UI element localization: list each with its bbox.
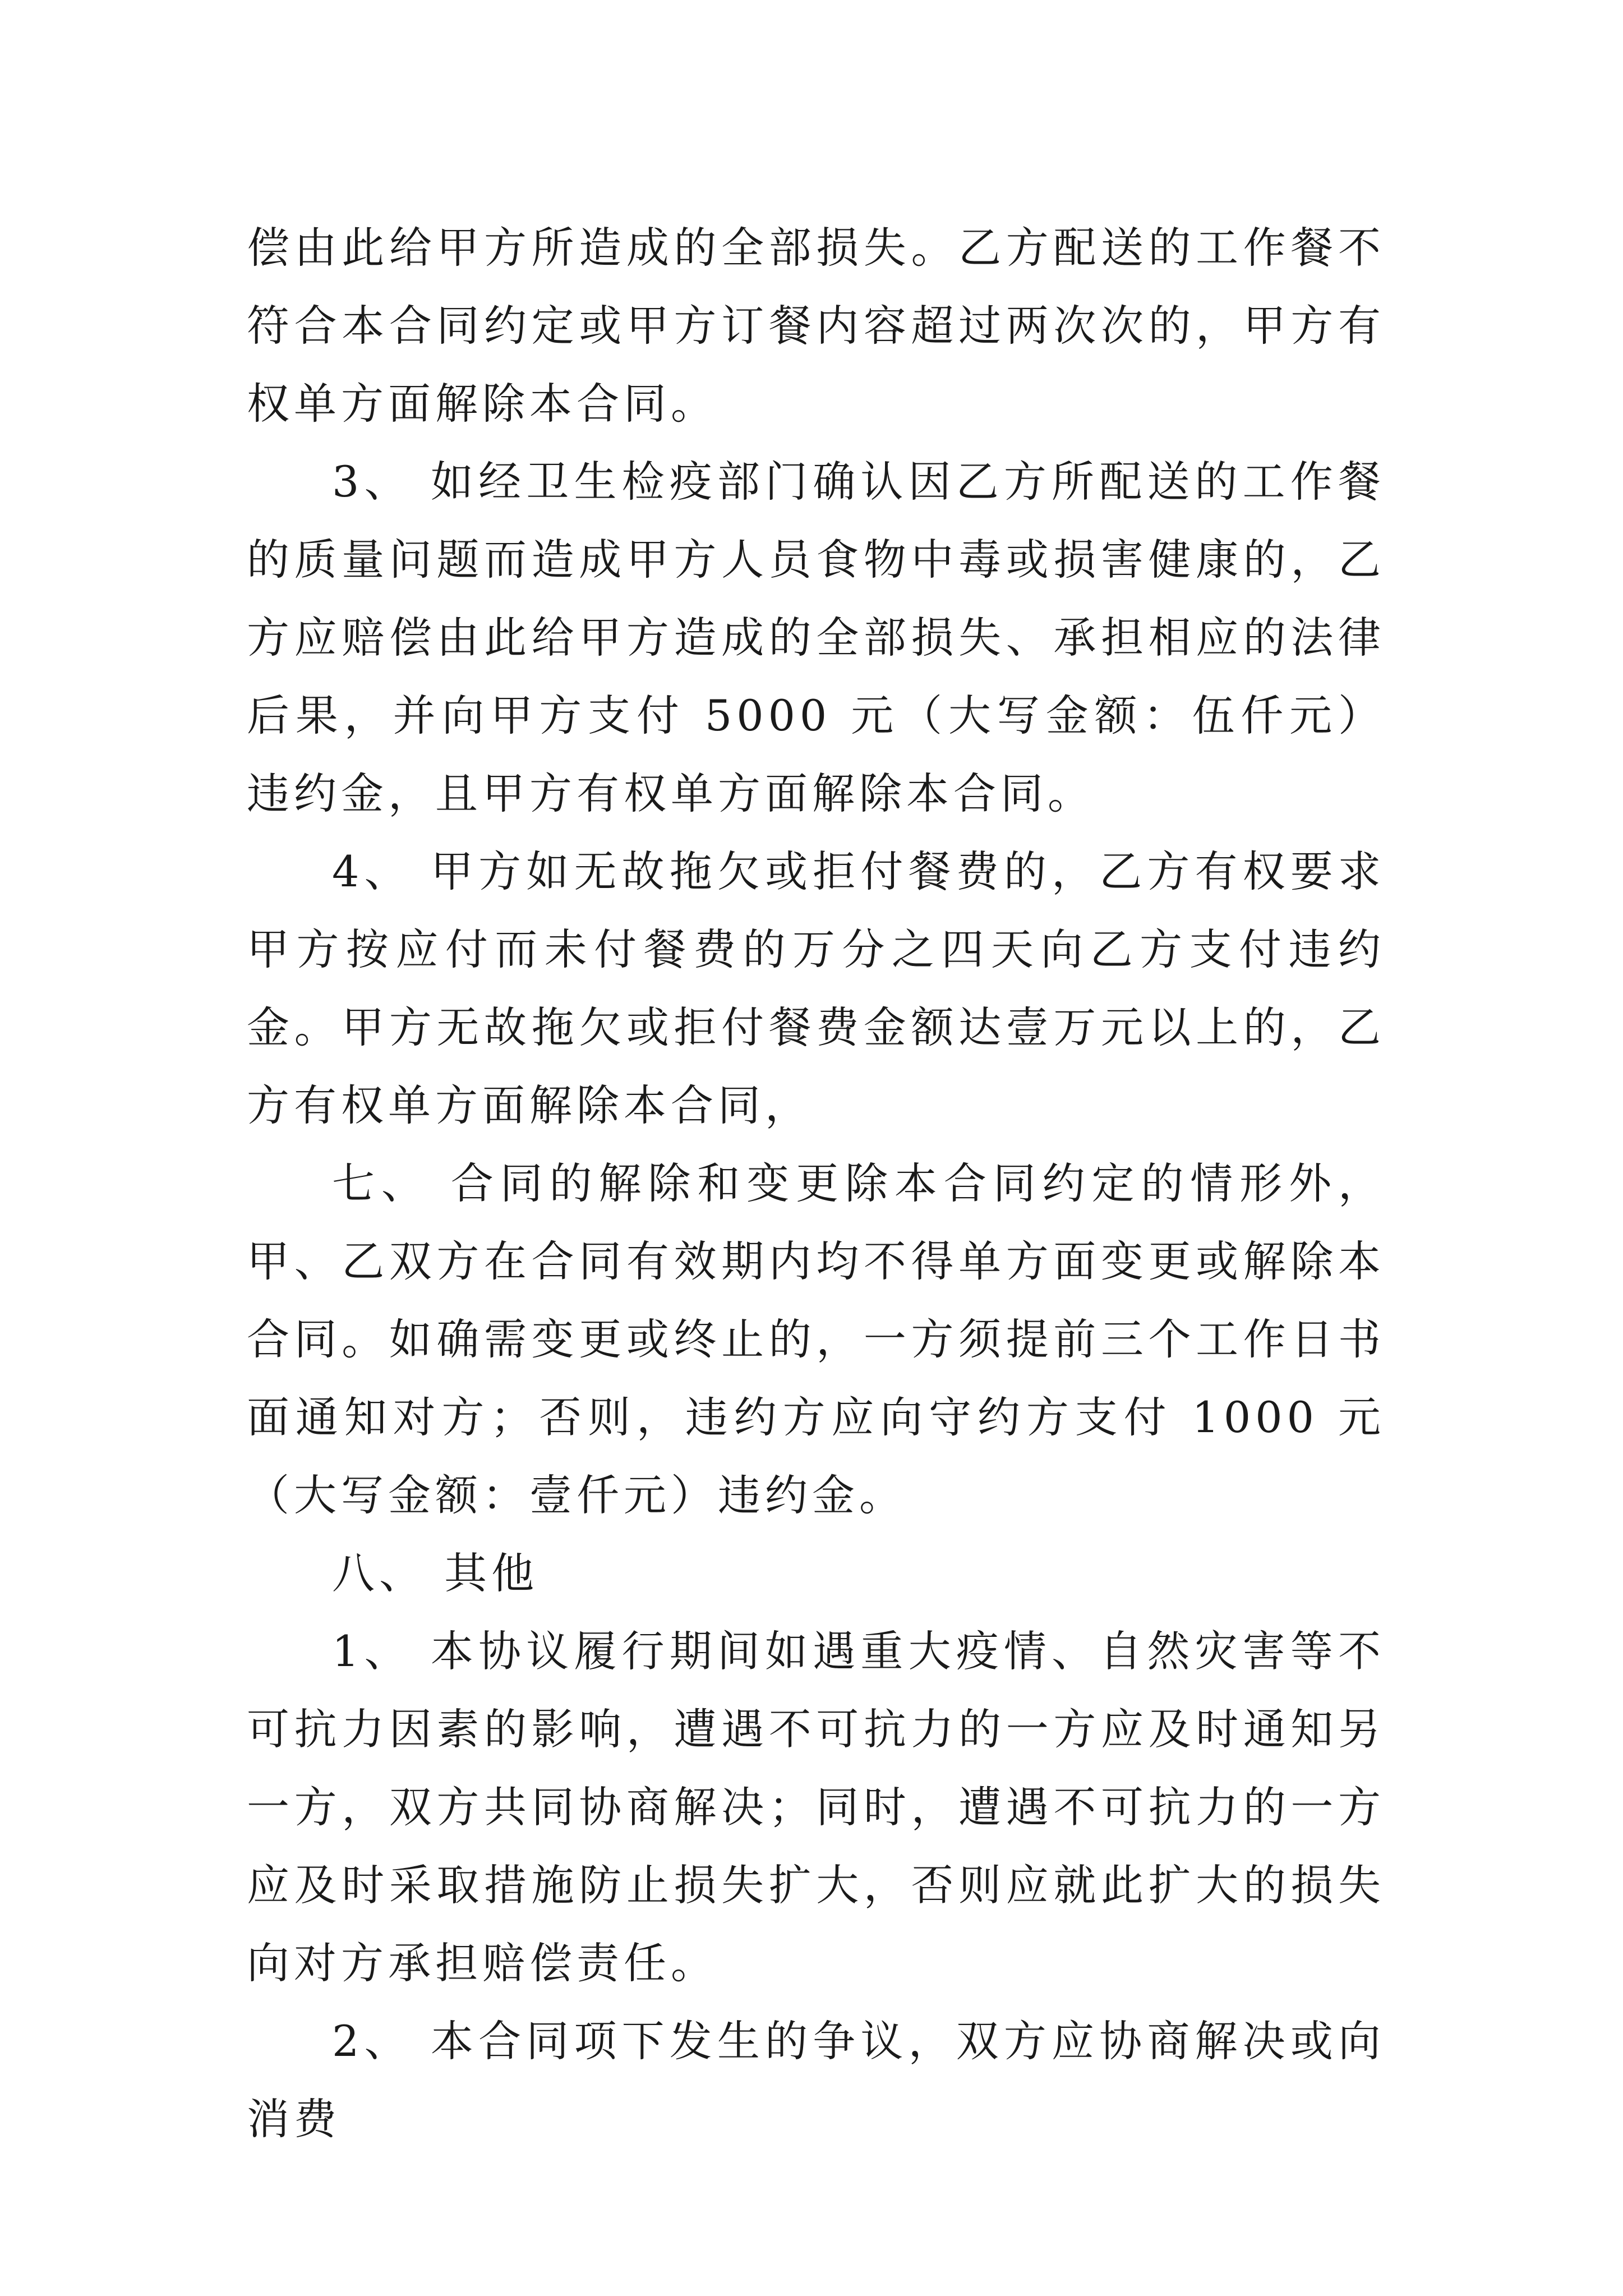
paragraph-section-8-item-1: 1、 本协议履行期间如遇重大疫情、自然灾害等不可抗力因素的影响，遭遇不可抗力的一方应及时通知另一方，双方共同协商解决；同时，遭遇不可抗力的一方应及时采取措施防止损失扩大，否则应就此扩大的损失向对方承担赔偿责任。	[247, 1626, 1385, 1988]
paragraph-section-8-item-2: 2、 本合同项下发生的争议，双方应协商解决或向消费	[247, 2016, 1385, 2144]
document-body	[247, 209, 1385, 2158]
paragraph-section-7: 七、 合同的解除和变更除本合同约定的情形外，甲、乙双方在合同有效期内均不得单方面变更或解除本合同。如确需变更或终止的，一方须提前三个工作日书面通知对方；否则，违约方应向守约方支付 1000 元（大写金额：壹仟元）违约金。	[247, 1158, 1385, 1520]
paragraph-continued-loss: 偿由此给甲方所造成的全部损失。乙方配送的工作餐不符合本合同约定或甲方订餐内容超过两次次的，甲方有权单方面解除本合同。	[247, 223, 1385, 429]
paragraph-clause-3: 3、 如经卫生检疫部门确认因乙方所配送的工作餐的质量问题而造成甲方人员食物中毒或损害健康的，乙方应赔偿由此给甲方造成的全部损失、承担相应的法律后果，并向甲方支付 5000 元（大写金额：伍仟元）违约金，且甲方有权单方面解除本合同。	[247, 457, 1385, 818]
paragraph-section-8-heading: 八、 其他	[332, 1548, 539, 1598]
paragraph-clause-4: 4、 甲方如无故拖欠或拒付餐费的，乙方有权要求甲方按应付而未付餐费的万分之四天向乙方支付违约金。甲方无故拖欠或拒付餐费金额达壹万元以上的，乙方有权单方面解除本合同，	[247, 846, 1385, 1130]
